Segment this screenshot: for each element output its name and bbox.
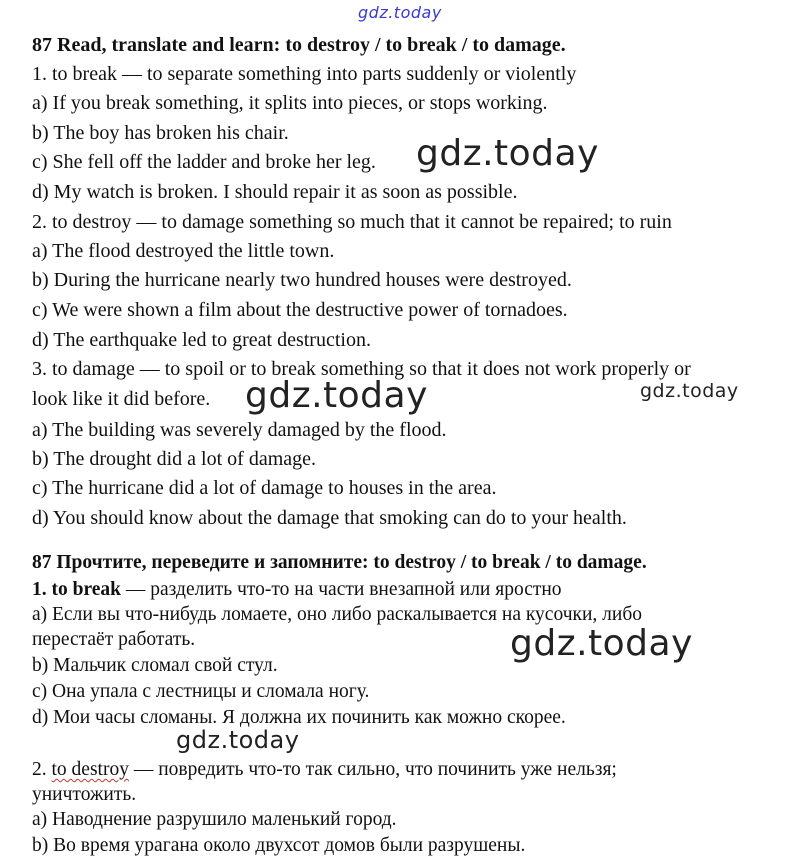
russian-line: a) Если вы что-нибудь ломаете, оно либо раскалывается на кусочки, либо <box>32 604 643 625</box>
russian-line: b) Во время урагана около двухсот домов были разрушены. <box>32 835 526 856</box>
watermark: gdz.today <box>245 375 428 416</box>
russian-def-break: — разделить что-то на части внезапной или яростно <box>121 579 562 600</box>
english-line: b) The boy has broken his chair. <box>32 122 289 144</box>
russian-term-break: 1. to break <box>32 579 122 600</box>
watermark: gdz.today <box>416 133 599 174</box>
russian-heading: 87 Прочтите, переведите и запомните: to destroy / to break / to damage. <box>32 552 647 573</box>
english-line: c) We were shown a film about the destructive power of tornadoes. <box>32 299 568 321</box>
russian-item-2 <box>32 758 617 782</box>
english-line: d) You should know about the damage that smoking can do to your health. <box>32 507 627 529</box>
watermark-top: gdz.today <box>358 3 442 22</box>
russian-line: d) Мои часы сломаны. Я должна их починить как можно скорее. <box>32 707 566 728</box>
russian-def-destroy: — повредить что-то так сильно, что починить уже нельзя; <box>128 759 617 780</box>
english-heading: 87 Read, translate and learn: to destroy / to break / to damage. <box>32 34 566 56</box>
english-line: c) She fell off the ladder and broke her leg. <box>32 151 376 173</box>
english-line: d) The earthquake led to great destruction. <box>32 329 371 351</box>
watermark: gdz.today <box>510 623 693 664</box>
russian-line: a) Наводнение разрушило маленький город. <box>32 809 397 830</box>
english-line: look like it did before. <box>32 388 211 410</box>
russian-term-destroy: to destroy <box>51 759 129 780</box>
english-line: a) The flood destroyed the little town. <box>32 240 335 262</box>
english-line: 2. to destroy — to damage something so much that it cannot be repaired; to ruin <box>32 211 672 233</box>
russian-item-1 <box>32 578 562 602</box>
english-line: b) The drought did a lot of damage. <box>32 448 317 470</box>
russian-line: перестаёт работать. <box>32 629 196 650</box>
watermark: gdz.today <box>640 380 739 402</box>
english-line: 3. to damage — to spoil or to break something so that it does not work properly or <box>32 358 691 380</box>
english-line: b) During the hurricane nearly two hundred houses were destroyed. <box>32 269 572 291</box>
russian-item-2-number: 2. <box>32 759 52 780</box>
english-line: a) If you break something, it splits into pieces, or stops working. <box>32 92 548 114</box>
english-line: 1. to break — to separate something into parts suddenly or violently <box>32 63 577 85</box>
english-line: c) The hurricane did a lot of damage to houses in the area. <box>32 477 497 499</box>
english-line: a) The building was severely damaged by the flood. <box>32 419 447 441</box>
english-line: d) My watch is broken. I should repair it as soon as possible. <box>32 181 518 203</box>
russian-line: b) Мальчик сломал свой стул. <box>32 655 278 676</box>
russian-line: c) Она упала с лестницы и сломала ногу. <box>32 681 370 702</box>
russian-line: уничтожить. <box>32 784 137 805</box>
watermark: gdz.today <box>176 726 300 754</box>
